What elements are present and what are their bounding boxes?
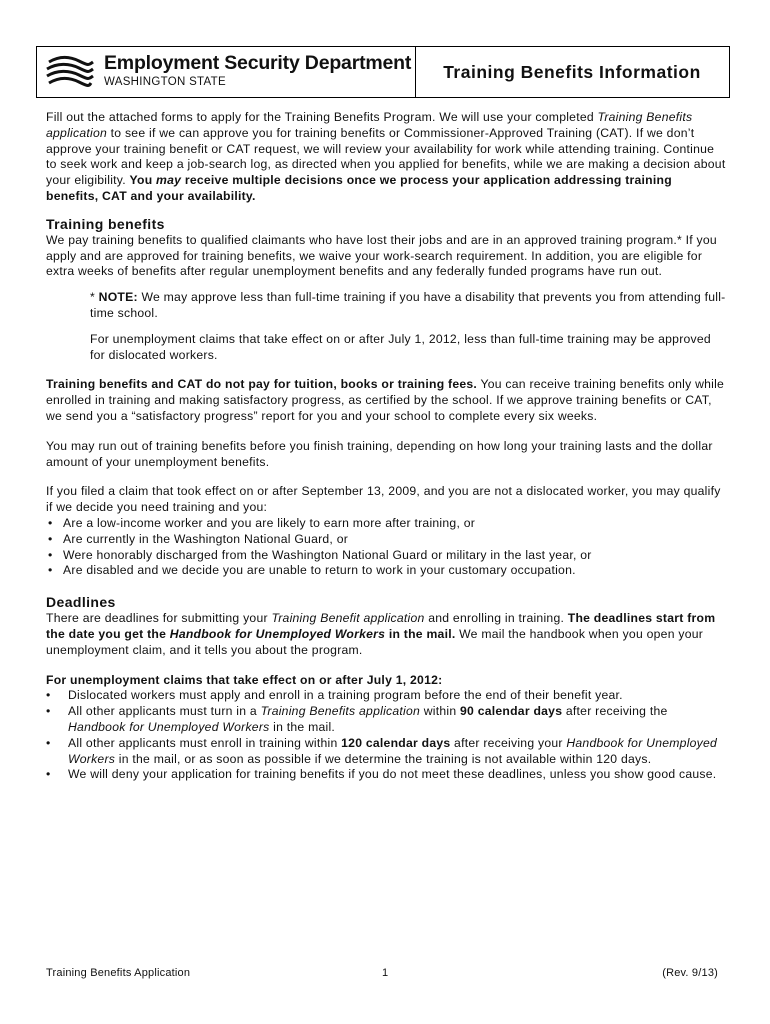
- page-number: 1: [382, 967, 389, 979]
- list-item: • We will deny your application for training benefits if you do not meet these deadlines, unless you show good cause.: [46, 767, 726, 783]
- note-paragraph: * NOTE: We may approve less than full-time training if you have a disability that prevents you from attending full-time school.: [90, 290, 726, 320]
- qualify-paragraph: If you filed a claim that took effect on or after September 13, 2009, and you are not a dislocated worker, you may qualify if we decide you need training and you:: [46, 484, 721, 515]
- org-name: Employment Security Department: [104, 52, 412, 74]
- qualify-list: [46, 516, 726, 579]
- list-item: • Were honorably discharged from the Washington National Guard or military in the last year, or: [46, 548, 726, 564]
- wave-lines-icon: [45, 53, 95, 91]
- document-body: [46, 110, 726, 783]
- revision-label: (Rev. 9/13): [662, 967, 718, 979]
- list-item: • All other applicants must enroll in training within 120 calendar days after receiving your Handbook for Unemployed Workers in the mail, or as soon as possible if we determine the training is not available within 120 days.: [46, 736, 726, 768]
- tuition-paragraph: Training benefits and CAT do not pay for tuition, books or training fees. You can receive training benefits only while enrolled in training and making satisfactory progress, as certified by the school. If we approve training benefits or CAT, we send you a “satisfactory progress” report for you and your school to complete every six weeks.: [46, 377, 725, 423]
- list-item: • Are disabled and we decide you are unable to return to work in your customary occupation.: [46, 563, 726, 579]
- list-item: • Are currently in the Washington National Guard, or: [46, 532, 726, 548]
- deadlines-paragraph: There are deadlines for submitting your Training Benefit application and enrolling in training. The deadlines start from the date you get the Handbook for Unemployed Workers in the mail. We mail the handbook when you open your unemployment claim, and it tells you about the program.: [46, 611, 716, 657]
- run-out-paragraph: You may run out of training benefits before you finish training, depending on how long your training lasts and the dollar amount of your unemployment benefits.: [46, 438, 713, 469]
- org-subtitle: WASHINGTON STATE: [104, 76, 226, 88]
- department-logo: [37, 47, 416, 97]
- deadlines-heading: Deadlines: [46, 594, 116, 611]
- deadlines-list: [46, 688, 726, 783]
- training-benefits-heading: Training benefits: [46, 215, 165, 232]
- intro-paragraph: Fill out the attached forms to apply for the Training Benefits Program. We will use your completed Training Benefits application to see if we can approve you for training benefits or Commissioner-Approved Training (CAT). If we don’t approve your training benefit or CAT request, we will review your availability for work while attending training. Continue to seek work and keep a job-search log, as directed when you applied for benefits, while we are making a decision about your eligibility. You may receive multiple decisions once we process your application addressing training benefits, CAT and your availability.: [46, 110, 726, 203]
- note-paragraph-2: For unemployment claims that take effect on or after July 1, 2012, less than full-time training may be approved for dislocated workers.: [90, 331, 711, 362]
- document-title: Training Benefits Information: [443, 62, 701, 82]
- list-item: • Dislocated workers must apply and enroll in a training program before the end of their benefit year.: [46, 688, 726, 704]
- list-item: • Are a low-income worker and you are likely to earn more after training, or: [46, 516, 726, 532]
- document-header: [36, 46, 730, 98]
- footer-form-name: Training Benefits Application: [46, 967, 191, 979]
- list-item: • All other applicants must turn in a Training Benefits application within 90 calendar days after receiving the Handbook for Unemployed Workers in the mail.: [46, 704, 726, 736]
- deadlines-subheading: For unemployment claims that take effect on or after July 1, 2012:: [46, 672, 443, 687]
- training-paragraph: We pay training benefits to qualified claimants who have lost their jobs and are in an approved training program.* If you apply and are approved for training benefits, we waive your work-search requirement. In addition, you are eligible for extra weeks of benefits after regular unemployment benefits and any federally funded programs have run out.: [46, 232, 717, 279]
